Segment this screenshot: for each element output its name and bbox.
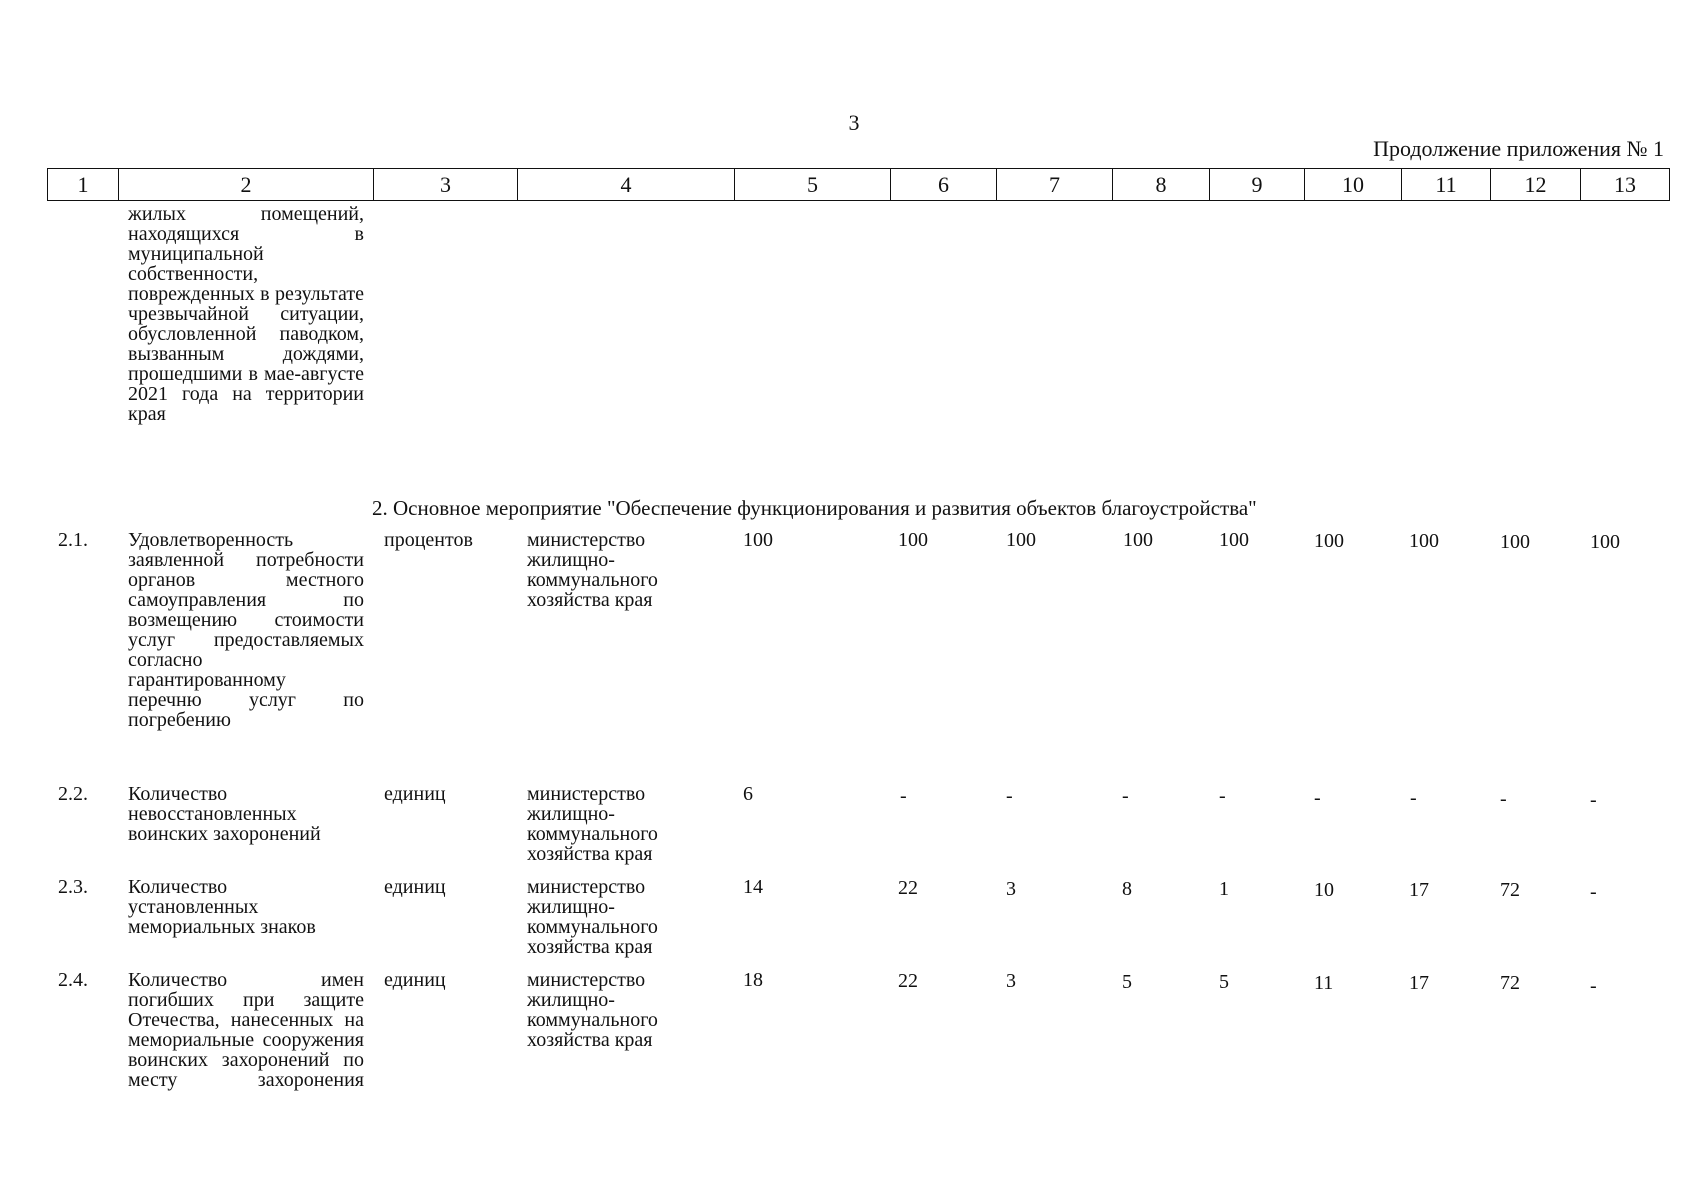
value-col-10: - (1314, 787, 1321, 809)
value-col-9: 1 (1219, 878, 1229, 900)
responsible-org: министерство жилищно-коммунального хозяйства края (527, 969, 658, 1051)
value-col-8: 100 (1123, 529, 1153, 551)
header-col-1: 1 (47, 168, 119, 201)
header-col-12: 12 (1490, 168, 1581, 201)
section-title: 2. Основное мероприятие "Обеспечение функционирования и развития объектов благоустройства" (372, 496, 1257, 520)
value-col-12: 100 (1500, 531, 1530, 553)
header-col-6: 6 (890, 168, 997, 201)
unit: единиц (384, 876, 446, 898)
value-col-6: 22 (898, 970, 918, 992)
value-col-9: 100 (1219, 529, 1249, 551)
row-number: 2.4. (58, 969, 88, 991)
value-col-8: - (1122, 785, 1129, 807)
value-col-11: 17 (1409, 972, 1429, 994)
value-col-8: 8 (1122, 878, 1132, 900)
value-col-5: 18 (743, 969, 763, 991)
value-col-7: 100 (1006, 529, 1036, 551)
row-number: 2.1. (58, 529, 88, 551)
value-col-13: 100 (1590, 531, 1620, 553)
responsible-org: министерство жилищно-коммунального хозяйства края (527, 529, 658, 611)
indicator-name: Количество невосстановленных воинских захоронений (128, 783, 321, 845)
value-col-13: - (1590, 975, 1597, 997)
value-col-11: 17 (1409, 879, 1429, 901)
value-col-10: 10 (1314, 879, 1334, 901)
row-number: 2.2. (58, 783, 88, 805)
indicator-name: Количество имен погибших при защите Отечества, нанесенных на мемориальные сооружения воинских захоронений по месту захоронения (128, 969, 364, 1091)
indicator-name: Удовлетворенность заявленной потребности органов местного самоуправления по возмещению стоимости услуг предоставляемых согласно гарантированному перечню услуг по погребению (128, 529, 364, 731)
header-col-5: 5 (734, 168, 891, 201)
header-col-2: 2 (118, 168, 374, 201)
unit: единиц (384, 783, 446, 805)
unit: единиц (384, 969, 446, 991)
value-col-11: - (1410, 787, 1417, 809)
value-col-5: 6 (743, 783, 753, 805)
row-number: 2.3. (58, 876, 88, 898)
value-col-10: 11 (1314, 972, 1334, 994)
value-col-9: - (1219, 785, 1226, 807)
header-col-8: 8 (1112, 168, 1210, 201)
value-col-10: 100 (1314, 530, 1344, 552)
header-col-11: 11 (1401, 168, 1491, 201)
value-col-6: 22 (898, 877, 918, 899)
unit: процентов (384, 529, 473, 551)
header-col-13: 13 (1580, 168, 1670, 201)
page-number: 3 (848, 110, 860, 135)
value-col-13: - (1590, 881, 1597, 903)
value-col-6: 100 (898, 529, 928, 551)
value-col-7: 3 (1006, 970, 1016, 992)
header-col-9: 9 (1209, 168, 1305, 201)
value-col-11: 100 (1409, 530, 1439, 552)
header-col-7: 7 (996, 168, 1113, 201)
responsible-org: министерство жилищно-коммунального хозяйства края (527, 783, 658, 865)
value-col-5: 100 (743, 529, 773, 551)
value-col-8: 5 (1122, 971, 1132, 993)
header-col-4: 4 (517, 168, 735, 201)
responsible-org: министерство жилищно-коммунального хозяйства края (527, 876, 658, 958)
value-col-6: - (900, 785, 907, 807)
value-col-13: - (1590, 789, 1597, 811)
header-col-3: 3 (373, 168, 518, 201)
value-col-12: 72 (1500, 879, 1520, 901)
header-col-10: 10 (1304, 168, 1402, 201)
continuation-indicator-text: жилых помещений, находящихся в муниципальной собственности, поврежденных в результате чрезвычайной ситуации, обусловленной паводком, вызванным дождями, прошедшими в мае-августе 2021 года на территории края (128, 203, 364, 425)
indicator-name: Количество установленных мемориальных знаков (128, 876, 316, 938)
value-col-12: 72 (1500, 972, 1520, 994)
value-col-7: 3 (1006, 878, 1016, 900)
value-col-7: - (1006, 785, 1013, 807)
value-col-12: - (1500, 788, 1507, 810)
appendix-continuation-note: Продолжение приложения № 1 (1373, 136, 1664, 161)
value-col-9: 5 (1219, 971, 1229, 993)
value-col-5: 14 (743, 876, 763, 898)
